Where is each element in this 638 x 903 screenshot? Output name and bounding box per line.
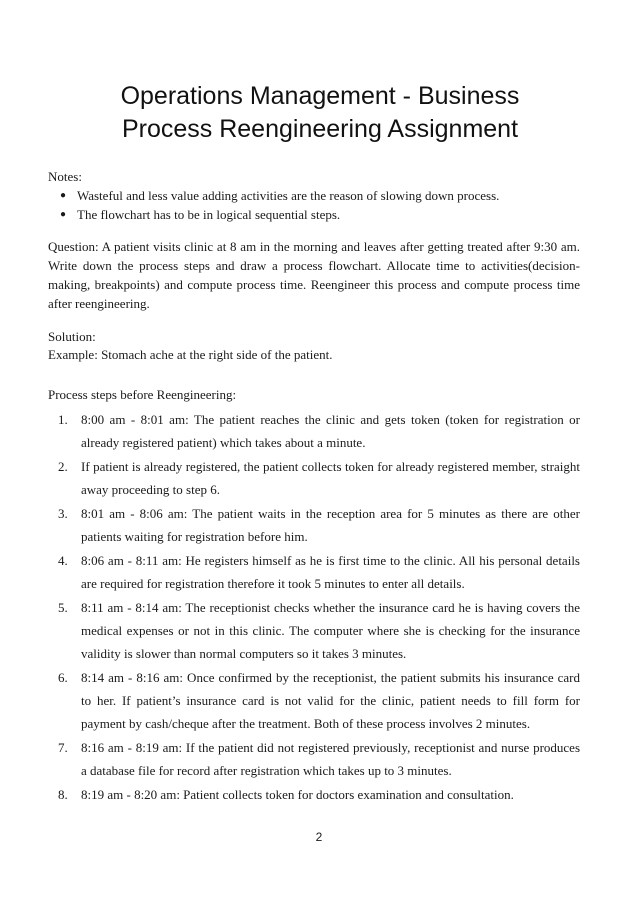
list-item — [58, 596, 580, 665]
list-item — [60, 205, 580, 224]
step-text: 8:16 am - 8:19 am: If the patient did not registered previously, receptionist and nurse produces a database file for record after registration which takes up to 3 minutes. — [81, 740, 580, 778]
step-number: 8. — [58, 787, 68, 802]
step-text: 8:01 am - 8:06 am: The patient waits in the reception area for 5 minutes as there are other patients waiting for registration before him. — [81, 506, 580, 544]
list-item — [58, 736, 580, 782]
notes-list — [60, 186, 580, 224]
solution-label: Solution: — [48, 329, 96, 344]
step-text: 8:14 am - 8:16 am: Once confirmed by the receptionist, the patient submits his insurance card to her. If patient’s insurance card is not valid for the clinic, patient needs to fill form for payment by cash/cheque after the treatment. Both of these process involves 2 minutes. — [81, 670, 580, 731]
list-item — [58, 783, 580, 806]
list-item — [58, 455, 580, 501]
step-number: 5. — [58, 600, 68, 615]
step-number: 2. — [58, 459, 68, 474]
note-text: The flowchart has to be in logical sequential steps. — [77, 207, 341, 222]
list-item — [60, 186, 580, 205]
step-number: 6. — [58, 670, 68, 685]
page-title — [60, 80, 580, 146]
bullet-icon: ● — [60, 209, 67, 220]
list-item — [58, 502, 580, 548]
step-text: 8:11 am - 8:14 am: The receptionist checks whether the insurance card he is having covers the medical expenses or not in this clinic. The computer where she is checking for the insurance validity is slower than normal computers so it takes 3 minutes. — [81, 600, 580, 661]
title-line-1: Operations Management - Business — [120, 82, 520, 110]
step-text: 8:00 am - 8:01 am: The patient reaches the clinic and gets token (token for registration or already registered patient) which takes about a minute. — [81, 412, 580, 450]
list-item — [58, 549, 580, 595]
title-line-2: Process Reengineering Assignment — [121, 115, 519, 143]
notes-label: Notes: — [48, 169, 82, 184]
process-steps-list — [58, 408, 580, 807]
step-number: 3. — [58, 506, 68, 521]
step-text: If patient is already registered, the patient collects token for already registered member, straight away proceeding to step 6. — [81, 459, 580, 497]
bullet-icon: ● — [60, 190, 67, 201]
list-item — [58, 408, 580, 454]
step-text: 8:19 am - 8:20 am: Patient collects token for doctors examination and consultation. — [81, 787, 514, 802]
steps-heading: Process steps before Reengineering: — [48, 387, 237, 402]
note-text: Wasteful and less value adding activities are the reason of slowing down process. — [77, 188, 500, 203]
question-paragraph: Question: A patient visits clinic at 8 am in the morning and leaves after getting treated after 9:30 am. Write down the process steps and draw a process flowchart. Allocate time to activities(decision-making, breakpoints) and compute process time. Reengineer this process and compute process time after reengineering. — [48, 239, 580, 311]
step-text: 8:06 am - 8:11 am: He registers himself as he is first time to the clinic. All his personal details are required for registration therefore it took 5 minutes to enter all details. — [81, 553, 580, 591]
list-item — [58, 666, 580, 735]
example-text: Example: Stomach ache at the right side of the patient. — [48, 347, 333, 362]
step-number: 7. — [58, 740, 68, 755]
step-number: 1. — [58, 412, 68, 427]
step-number: 4. — [58, 553, 68, 568]
page-number: 2 — [315, 830, 323, 844]
